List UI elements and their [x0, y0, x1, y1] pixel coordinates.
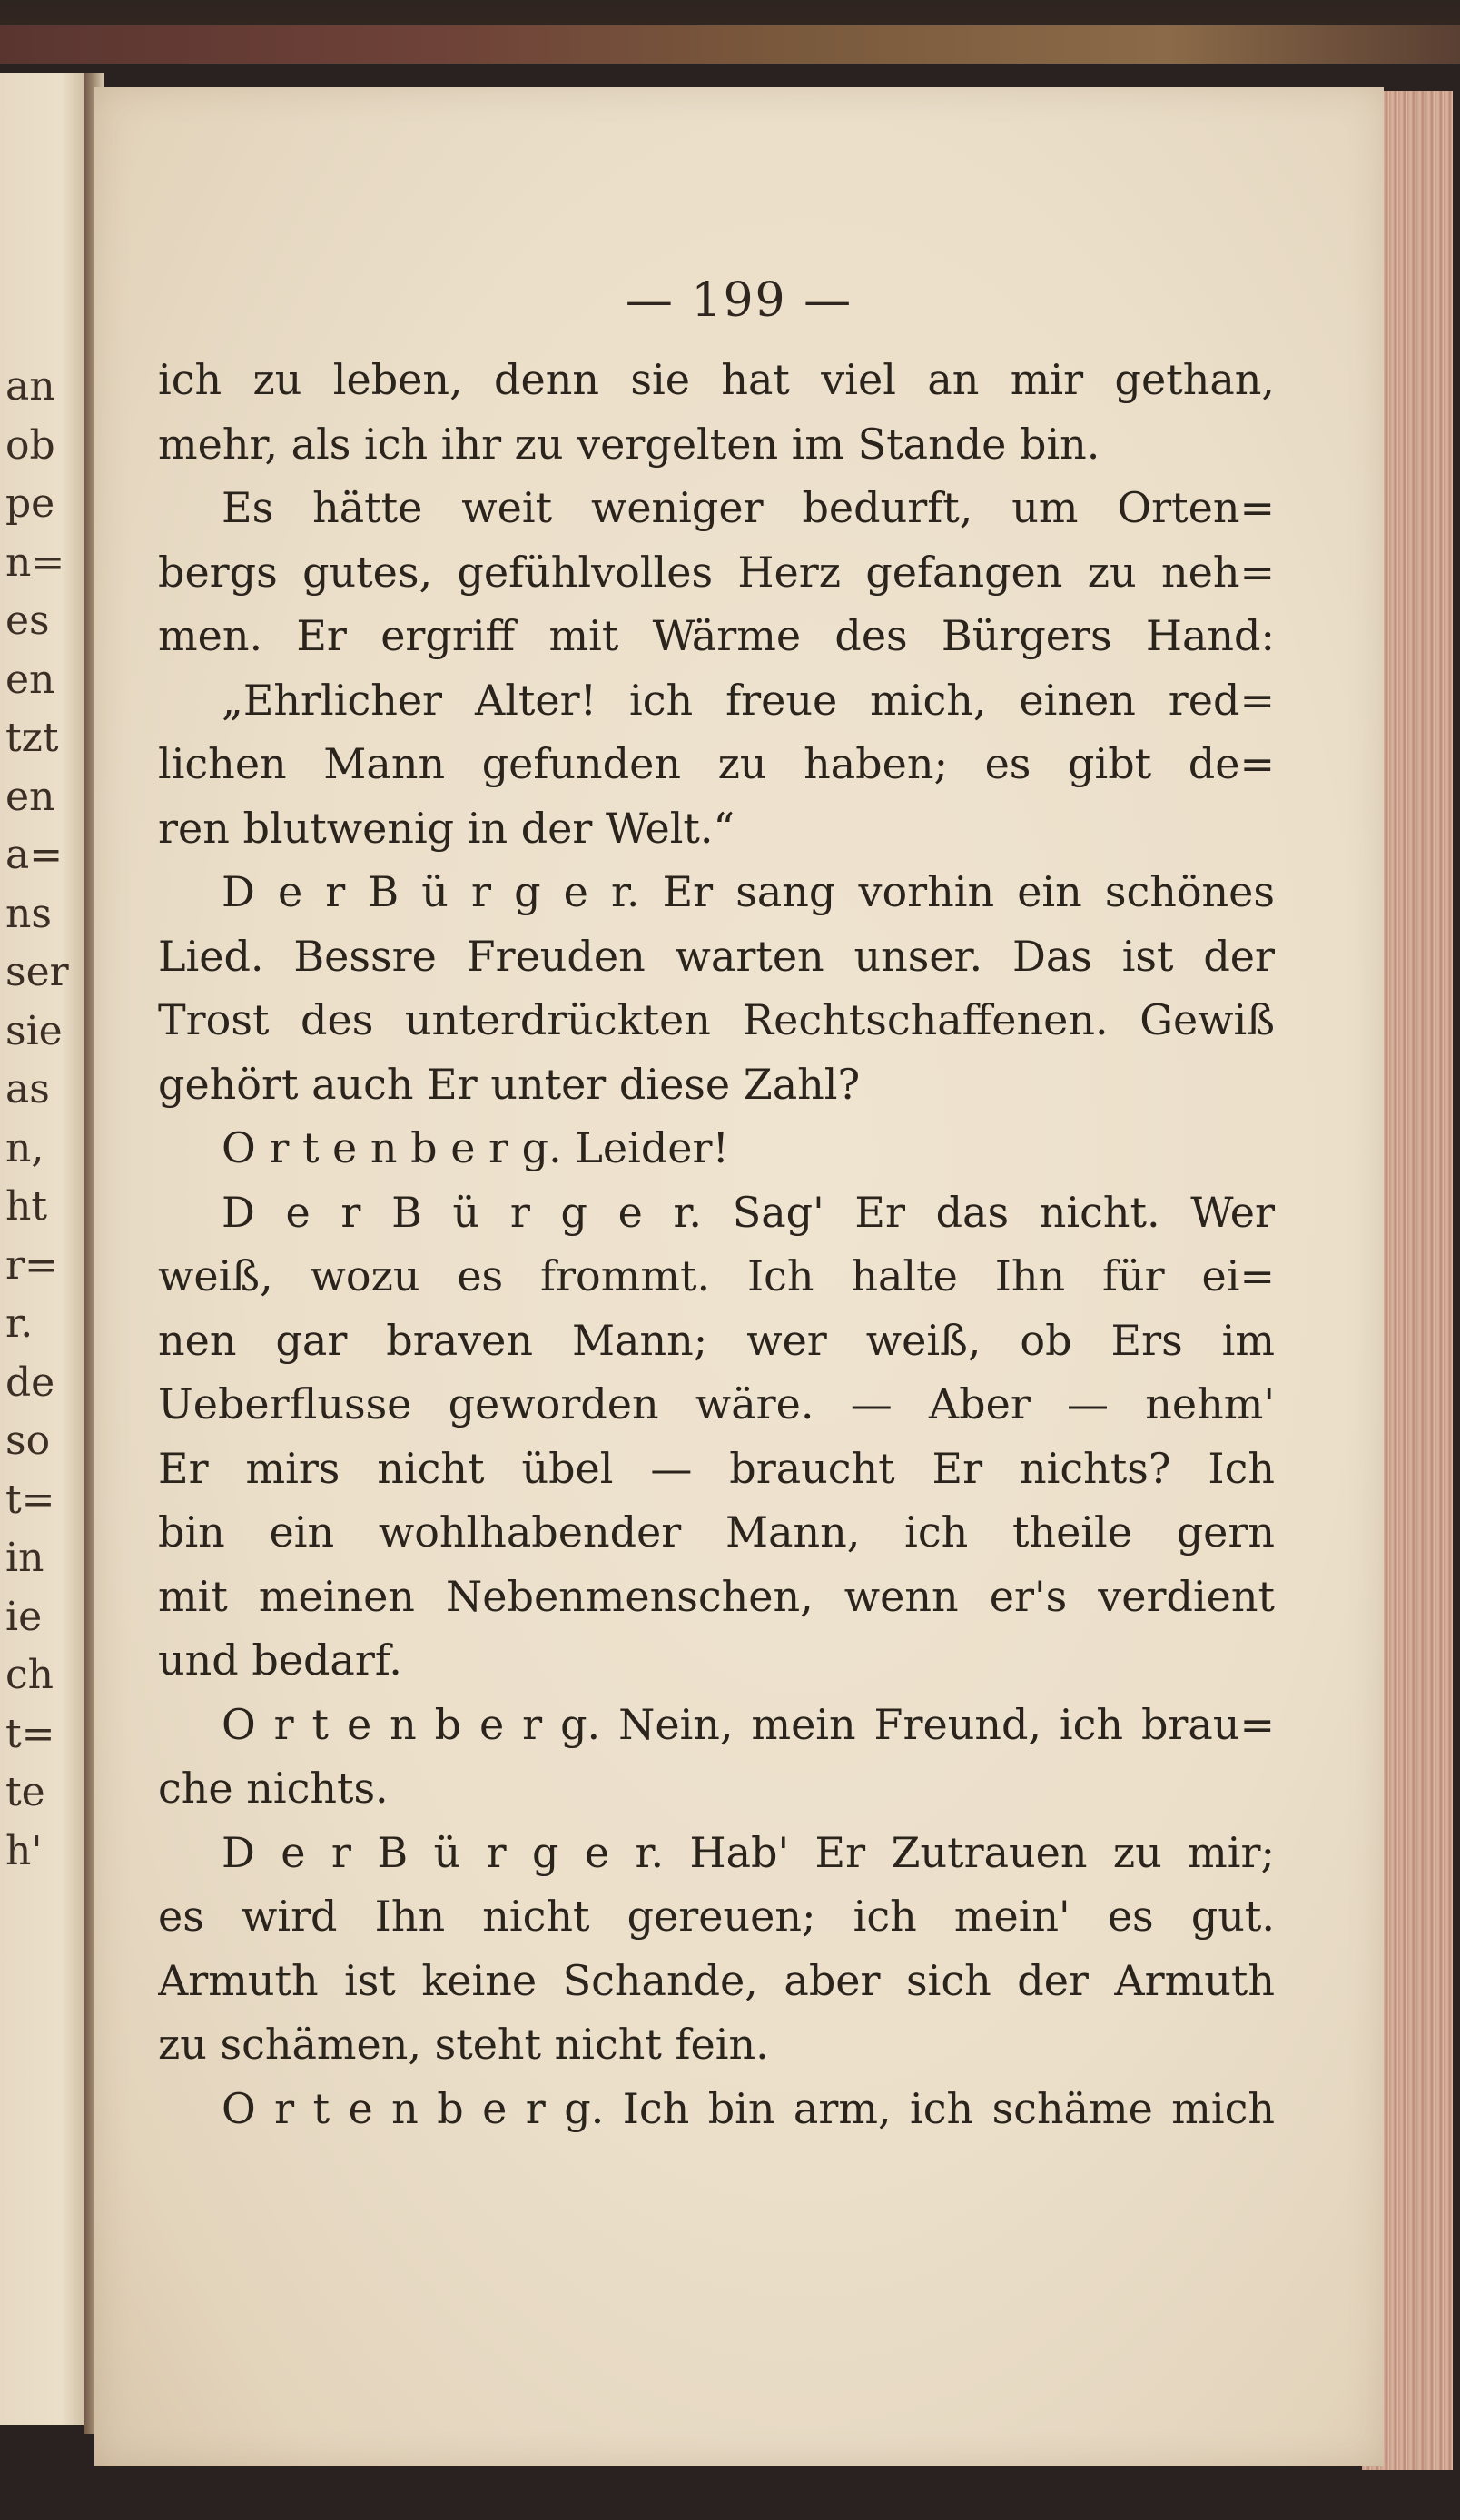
left-page-fragment: pe — [5, 480, 55, 527]
left-page-fragment: en — [5, 773, 55, 820]
text-line: lichen Mann gefunden zu haben; es gibt de= — [158, 739, 1275, 788]
text-line: O r t e n b e r g. Leider! — [222, 1123, 729, 1172]
text-line: men. Er ergriff mit Wärme des Bürgers Hand: — [158, 611, 1275, 660]
text-line: Er mirs nicht übel — braucht Er nichts? Ich — [158, 1443, 1275, 1493]
text-line: D e r B ü r g e r. Hab' Er Zutrauen zu mir; — [222, 1827, 1275, 1877]
left-page-fragment: t= — [5, 1710, 55, 1757]
left-page-fragment: an — [5, 363, 55, 410]
left-page-fragment: sie — [5, 1007, 63, 1054]
left-page-fragment: ht — [5, 1183, 48, 1230]
text-line: mehr, als ich ihr zu vergelten im Stande bin. — [158, 419, 1100, 469]
left-page-fragment: te — [5, 1769, 45, 1815]
left-page-fragment: ns — [5, 890, 52, 937]
text-line: bin ein wohlhabender Mann, ich theile gern — [158, 1507, 1275, 1556]
text-line: che nichts. — [158, 1764, 389, 1813]
text-line: Es hätte weit weniger bedurft, um Orten= — [222, 483, 1275, 532]
left-page-fragment: de — [5, 1359, 55, 1406]
page-number: — 199 — — [625, 273, 853, 328]
text-line: nen gar braven Mann; wer weiß, ob Ers im — [158, 1315, 1275, 1365]
text-line: ren blutwenig in der Welt.“ — [158, 803, 735, 853]
left-page-fragment: ob — [5, 421, 55, 469]
text-line: und bedarf. — [158, 1636, 402, 1685]
text-line: „Ehrlicher Alter! ich freue mich, einen red= — [222, 675, 1275, 725]
left-page-fragment: t= — [5, 1476, 55, 1523]
text-line: Lied. Bessre Freuden warten unser. Das ist der — [158, 931, 1275, 981]
left-page-fragment: h' — [5, 1827, 43, 1874]
left-page-fragment: tzt — [5, 715, 59, 761]
text-line: mit meinen Nebenmenschen, wenn er's verdient — [158, 1571, 1275, 1621]
left-page-fragment: as — [5, 1066, 50, 1112]
left-page-fragment: ie — [5, 1593, 43, 1640]
left-page-fragment: en — [5, 656, 55, 703]
left-page-fragment: n, — [5, 1124, 44, 1171]
text-line: Trost des unterdrückten Rechtschaffenen. Gewiß — [158, 995, 1275, 1044]
left-page-fragment: a= — [5, 832, 64, 878]
left-page-fragment: in — [5, 1535, 44, 1581]
left-page — [0, 73, 87, 2425]
text-line: zu schämen, steht nicht fein. — [158, 2020, 769, 2069]
text-line: bergs gutes, gefühlvolles Herz gefangen zu neh= — [158, 547, 1275, 597]
left-page-fragment: ser — [5, 949, 69, 995]
text-line: Armuth ist keine Schande, aber sich der Armuth — [158, 1955, 1275, 2005]
text-line: Ueberflusse geworden wäre. — Aber — nehm' — [158, 1379, 1275, 1428]
text-line: D e r B ü r g e r. Sag' Er das nicht. Wer — [222, 1187, 1275, 1237]
left-page-fragment: es — [5, 598, 50, 644]
left-page-fragment: r= — [5, 1241, 58, 1289]
left-page-fragment: n= — [5, 539, 65, 586]
text-line: O r t e n b e r g. Ich bin arm, ich schäme mich — [222, 2083, 1275, 2133]
left-page-fragment: r. — [5, 1300, 34, 1347]
right-page — [94, 87, 1384, 2466]
text-line: gehört auch Er unter diese Zahl? — [158, 1059, 861, 1109]
text-line: es wird Ihn nicht gereuen; ich mein' es gut. — [158, 1892, 1275, 1941]
text-line: D e r B ü r g e r. Er sang vorhin ein schönes — [222, 867, 1275, 916]
left-page-fragment: so — [5, 1418, 51, 1464]
text-line: ich zu leben, denn sie hat viel an mir gethan, — [158, 355, 1275, 404]
left-page-fragment: ch — [5, 1652, 54, 1698]
text-line: O r t e n b e r g. Nein, mein Freund, ich brau= — [222, 1699, 1275, 1749]
text-line: weiß, wozu es frommt. Ich halte Ihn für ei= — [158, 1251, 1275, 1300]
